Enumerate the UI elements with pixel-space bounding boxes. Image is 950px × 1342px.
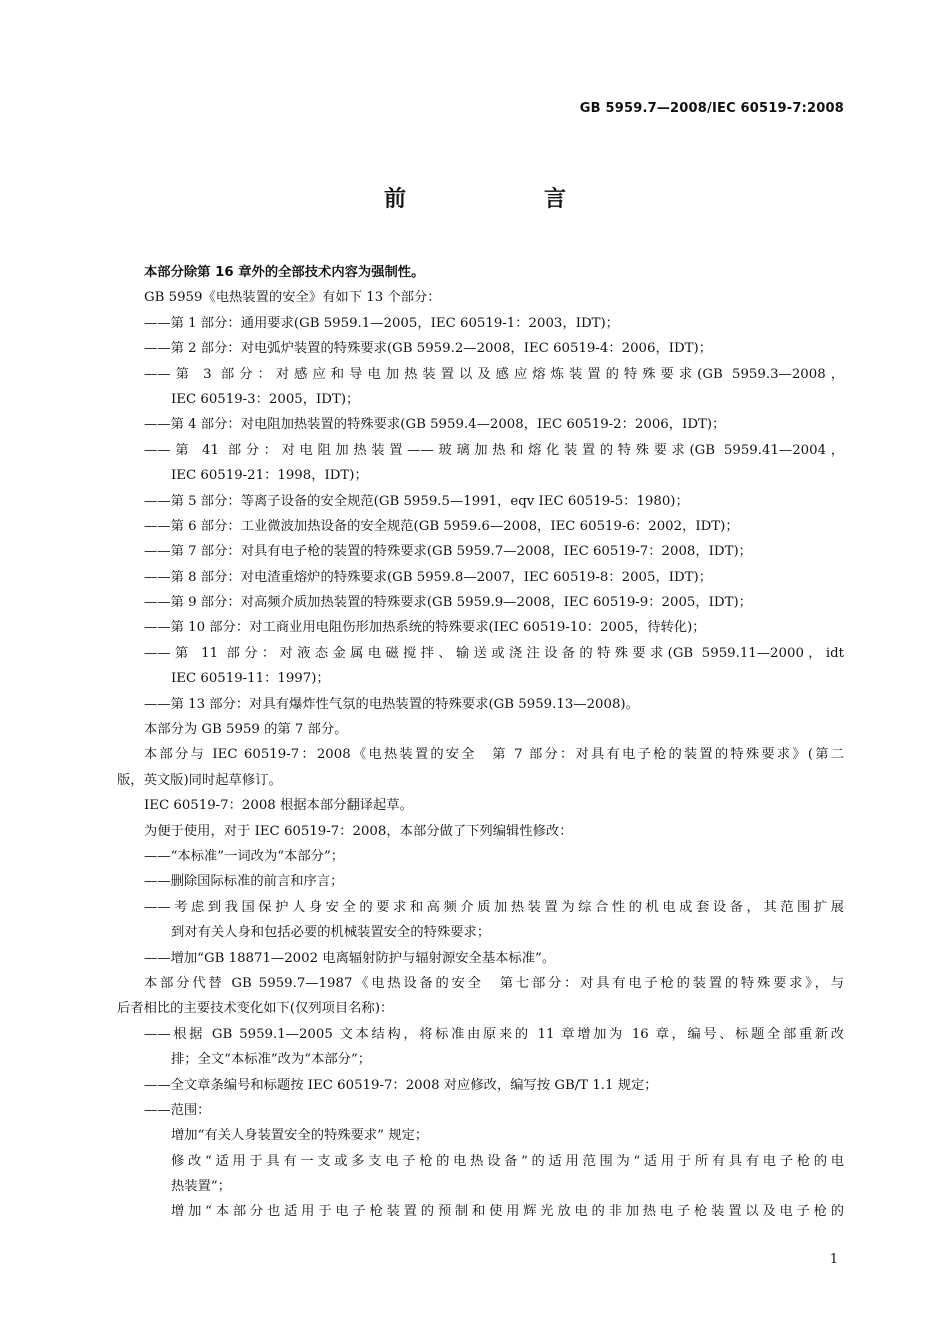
- text-line: ——增加“GB 18871—2002 电离辐射防护与辐射源安全基本标准”。: [144, 950, 556, 966]
- text-line: ——根据 GB 5959.1—2005 文本结构，将标准由原来的 11 章增加为 16 章，编号、标题全部重新改: [144, 1026, 844, 1042]
- text-line: 到对有关人身和包括必要的机械装置安全的特殊要求；: [171, 925, 491, 941]
- text-line: ——删除国际标准的前言和序言；: [144, 874, 344, 890]
- text-line: 本部分代替 GB 5959.7—1987《电热设备的安全 第七部分：对具有电子枪的装置的特殊要求》，与: [144, 975, 844, 991]
- text-line: 增加“有关人身装置安全的特殊要求” 规定；: [171, 1128, 429, 1144]
- text-line: ——第 6 部分：工业微波加热设备的安全规范(GB 5959.6—2008，IEC 60519-6：2002，IDT)；: [144, 518, 739, 534]
- text-line: ——第 4 部分：对电阻加热装置的特殊要求(GB 5959.4—2008，IEC 60519-2：2006，IDT)；: [144, 417, 726, 433]
- text-line: 后者相比的主要技术变化如下(仅列项目名称)：: [117, 1001, 394, 1017]
- text-line: ——第 7 部分：对具有电子枪的装置的特殊要求(GB 5959.7—2008，IEC 60519-7：2008，IDT)；: [144, 544, 752, 560]
- text-line: ——“本标准”一词改为“本部分”；: [144, 848, 345, 864]
- text-line: IEC 60519-11：1997)；: [171, 671, 330, 687]
- text-line: ——第 13 部分：对具有爆炸性气氛的电热装置的特殊要求(GB 5959.13—2008)。: [144, 696, 639, 712]
- text-line: IEC 60519-7：2008 根据本部分翻译起草。: [144, 798, 413, 814]
- text-line: 本部分除第 16 章外的全部技术内容为强制性。: [144, 265, 425, 280]
- text-line: 本部分与 IEC 60519-7：2008《电热装置的安全 第 7 部分：对具有电子枪的装置的特殊要求》(第二: [144, 747, 844, 763]
- text-line: 为便于使用，对于 IEC 60519-7：2008，本部分做了下列编辑性修改：: [144, 823, 573, 839]
- page-title: 前 言: [383, 187, 624, 212]
- text-line: IEC 60519-3：2005，IDT)；: [171, 391, 360, 407]
- text-line: ——第 8 部分：对电渣重熔炉的特殊要求(GB 5959.8—2007，IEC 60519-8：2005，IDT)；: [144, 569, 713, 585]
- page-number: 1: [829, 1252, 838, 1267]
- text-line: ——考虑到我国保护人身安全的要求和高频介质加热装置为综合性的机电成套设备，其范围扩展: [144, 899, 844, 915]
- text-line: ——第 5 部分：等离子设备的安全规范(GB 5959.5—1991，eqv IEC 60519-5：1980)；: [144, 493, 689, 509]
- text-line: ——第 1 部分：通用要求(GB 5959.1—2005，IEC 60519-1：2003，IDT)；: [144, 315, 619, 331]
- text-line: ——第 2 部分：对电弧炉装置的特殊要求(GB 5959.2—2008，IEC 60519-4：2006，IDT)；: [144, 341, 713, 357]
- text-line: ——第 11 部分：对液态金属电磁搅拌、输送或浇注设备的特殊要求(GB 5959.11—2000，idt: [144, 645, 844, 661]
- standard-code: GB 5959.7—2008/IEC 60519-7:2008: [579, 101, 844, 116]
- text-line: 修改“适用于具有一支或多支电子枪的电热设备”的适用范围为“适用于所有具有电子枪的电: [171, 1153, 844, 1169]
- text-line: ——第 10 部分：对工商业用电阻伤形加热系统的特殊要求(IEC 60519-10：2005，待转化)；: [144, 620, 706, 636]
- text-line: ——全文章条编号和标题按 IEC 60519-7：2008 对应修改，编写按 GB/T 1.1 规定；: [144, 1077, 658, 1093]
- text-line: 增加“本部分也适用于电子枪装置的预制和使用辉光放电的非加热电子枪装置以及电子枪的: [171, 1204, 844, 1220]
- text-line: IEC 60519-21：1998，IDT)；: [171, 468, 368, 484]
- text-line: ——第 3 部分：对感应和导电加热装置以及感应熔炼装置的特殊要求(GB 5959.3—2008，: [144, 366, 844, 382]
- document-body: [117, 260, 844, 1225]
- text-line: ——第 9 部分：对高频介质加热装置的特殊要求(GB 5959.9—2008，IEC 60519-9：2005，IDT)；: [144, 595, 752, 611]
- text-line: 排；全文“本标准”改为“本部分”；: [171, 1052, 372, 1068]
- text-line: ——第 41 部分：对电阻加热装置——玻璃加热和熔化装置的特殊要求(GB 5959.41—2004，: [144, 442, 844, 458]
- text-line: 版，英文版)同时起草修订。: [117, 772, 282, 788]
- text-line: 本部分为 GB 5959 的第 7 部分。: [144, 722, 348, 738]
- text-line: GB 5959《电热装置的安全》有如下 13 个部分：: [144, 290, 441, 306]
- text-line: ——范围：: [144, 1102, 211, 1118]
- text-line: 热装置”；: [171, 1179, 231, 1195]
